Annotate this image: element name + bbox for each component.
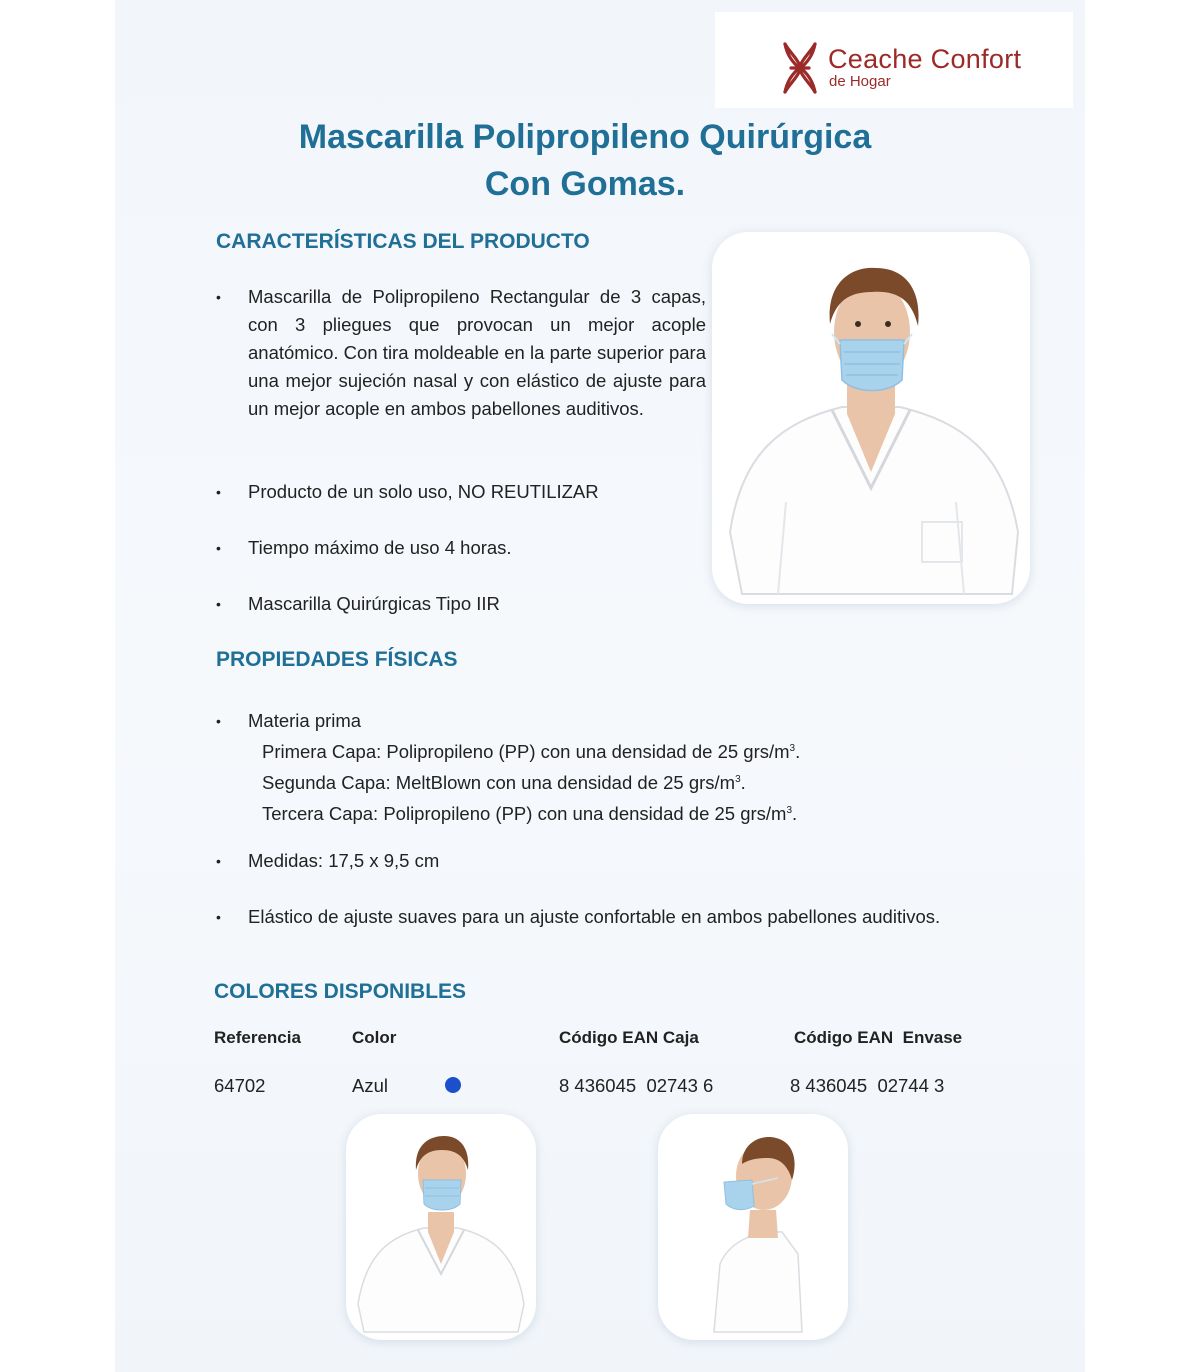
brand-logo — [715, 12, 1073, 108]
colors-heading: COLORES DISPONIBLES — [214, 980, 467, 1003]
layer-end: . — [792, 803, 798, 825]
elastic-text: Elástico de ajuste suaves para un ajuste confortable en ambos pabellones auditivos. — [248, 906, 941, 927]
bullet-icon: • — [216, 909, 221, 925]
list-item — [216, 534, 706, 562]
bullet-icon: • — [216, 484, 221, 500]
layer-line — [248, 735, 948, 766]
product-photo-front — [712, 232, 1030, 604]
layer-end: . — [740, 772, 746, 794]
page-title — [240, 114, 930, 208]
characteristics-heading: CARACTERÍSTICAS DEL PRODUCTO — [216, 230, 590, 253]
bullet-icon: • — [216, 713, 221, 729]
color-swatch-icon — [445, 1077, 461, 1093]
layer-end: . — [795, 741, 801, 763]
physical-heading: PROPIEDADES FÍSICAS — [216, 648, 458, 671]
cell-ean-box: 8 436045 02743 6 — [559, 1075, 714, 1096]
model-front-image — [346, 1114, 536, 1340]
list-item — [216, 590, 706, 618]
layer-exponent: 3 — [786, 805, 793, 817]
brand-name: Ceache Confort — [828, 44, 1022, 74]
cell-reference: 64702 — [214, 1075, 266, 1096]
column-header-reference: Referencia — [214, 1028, 301, 1047]
title-line-2: Con Gomas. — [484, 165, 686, 203]
cell-ean-pack: 8 436045 02744 3 — [790, 1075, 945, 1096]
layer-line — [248, 766, 948, 797]
product-photo-side-small — [658, 1114, 848, 1340]
brand-subtitle: de Hogar — [829, 73, 891, 90]
layer-exponent: 3 — [735, 774, 741, 786]
bullet-icon: • — [216, 596, 221, 612]
model-side-image — [658, 1114, 848, 1340]
column-header-ean-pack: Código EAN Envase — [794, 1028, 963, 1047]
title-line-1: Mascarilla Polipropileno Quirúrgica — [298, 118, 872, 156]
list-item — [216, 283, 706, 423]
bullet-icon: • — [216, 289, 221, 305]
list-item — [216, 847, 948, 875]
product-photo-front-small — [346, 1114, 536, 1340]
layer-line — [248, 797, 948, 828]
column-header-ean-box: Código EAN Caja — [559, 1028, 699, 1047]
measures-text: Medidas: 17,5 x 9,5 cm — [248, 850, 440, 871]
model-wearing-mask-image — [712, 232, 1030, 604]
logo-icon — [781, 40, 819, 96]
bullet-icon: • — [216, 853, 221, 869]
list-item — [216, 707, 948, 828]
layer-text: Tercera Capa: Polipropileno (PP) con una densidad de 25 grs/m — [262, 803, 787, 825]
layer-exponent: 3 — [789, 743, 796, 754]
list-item — [216, 478, 706, 506]
characteristic-text: Producto de un solo uso, NO REUTILIZAR — [248, 481, 599, 502]
bullet-icon: • — [216, 540, 221, 556]
characteristic-text: Mascarilla Quirúrgicas Tipo IIR — [248, 593, 500, 614]
column-header-color: Color — [352, 1028, 397, 1047]
list-item — [216, 903, 988, 931]
cell-color: Azul — [352, 1075, 388, 1096]
layer-text: Segunda Capa: MeltBlown con una densidad de 25 grs/m — [262, 772, 736, 794]
layer-text: Primera Capa: Polipropileno (PP) con una densidad de 25 grs/m — [262, 741, 790, 763]
characteristic-text: Mascarilla de Polipropileno Rectangular de 3 capas, con 3 pliegues que provocan un mejor acople anatómico. Con tira moldeable en la parte superior para una mejor sujeción nasal y con elástico de ajuste para un mejor acople en ambos pabellones auditivos. — [248, 286, 706, 419]
characteristic-text: Tiempo máximo de uso 4 horas. — [248, 537, 512, 558]
raw-material-label: Materia prima — [248, 710, 362, 731]
